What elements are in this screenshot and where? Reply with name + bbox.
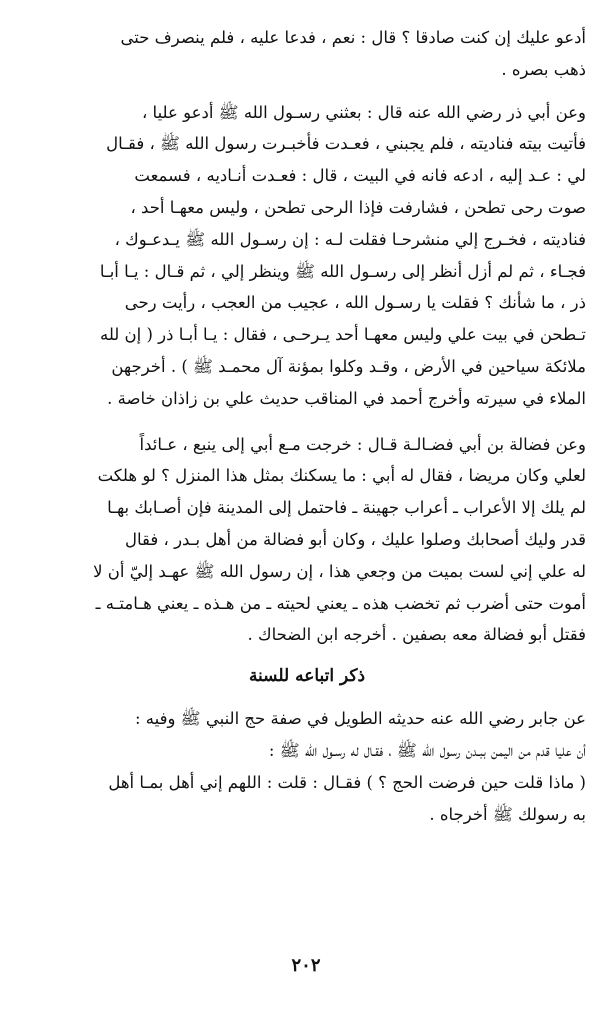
text-line: أن عليا قدم من اليمن ببـدن رسول الله ﷺ ، فقـال له رسـول الله ﷺ : xyxy=(268,740,586,760)
text-line: عن جابر رضي الله عنه حديثه الطويل في صفة حج النبي ﷺ وفيه : xyxy=(134,709,586,729)
text-line: ملائكة سياحين في الأرض ، وقـد وكلوا بمؤنة آل محمـد ﷺ ) . أخرجهن xyxy=(111,356,586,376)
text-line: فجـاء ، ثم لم أزل أنظر إلى رسـول الله ﷺ وينظر إلي ، ثم قـال : يـا أبـا xyxy=(99,261,586,281)
section-heading: ذكر اتباعه للسنة xyxy=(248,666,366,687)
text-line: تـطحن في بيت علي وليس معهـا أحد يـرحـى ، فقال : يـا أبـا ذر ( إن لله xyxy=(99,325,586,345)
text-line: به رسولك ﷺ أخرجاه . xyxy=(429,804,586,824)
text-line: ذر ، ما شأنك ؟ فقلت يا رسـول الله ، عجيب من العجب ، رأيت رحى xyxy=(124,293,586,313)
text-line: أموت حتى أضرب ثم تخضب هذه ـ يعني لحيته ـ من هـذه ـ يعني هـامتـه ـ xyxy=(95,593,586,613)
paragraph-opening xyxy=(28,22,586,86)
text-line: قدر وليك أصحابك وصلوا عليك ، وكان أبو فضالة من أهل بـدر ، فقال xyxy=(125,529,586,549)
text-line: فناديته ، فخـرج إلي منشرحـا فقلت لـه : إن رسـول الله ﷺ يـدعـوك ، xyxy=(114,229,586,249)
text-line: لعلي وكان مريضا ، فقال له أبي : ما يسكنك بمثل هذا المنزل ؟ لو هلكت xyxy=(97,466,586,486)
text-line: الملاء في سيرته وأخرج أحمد في المناقب حديث علي بن زاذان خاصة . xyxy=(107,388,586,408)
text-line: أدعو عليك إن كنت صادقا ؟ قال : نعم ، فدعا عليه ، فلم ينصرف حتى xyxy=(120,28,586,47)
paragraph-abu-dhar xyxy=(28,97,586,415)
text-line: وعن فضالة بن أبي فضـالـة قـال : خرجت مـع أبي إلى ينبع ، عـائداً xyxy=(139,434,586,454)
text-line: لم يلك إلا الأعراب ـ أعراب جهينة ـ فاحتمل إلى المدينة فإن أصـابك بهـا xyxy=(107,498,586,518)
text-line: وعن أبي ذر رضي الله عنه قال : بعثني رسـول الله ﷺ أدعو عليا ، xyxy=(141,102,586,122)
text-line: صوت رحى تطحن ، فشارفت فإذا الرحى تطحن ، وليس معهـا أحد ، xyxy=(130,197,586,217)
paragraph-jabir xyxy=(28,703,586,830)
page-number: ٢٠٢ xyxy=(291,955,321,976)
text-line: ( ماذا قلت حين فرضت الحج ؟ ) فقـال : قلت : اللهم إني أهل بمـا أهل xyxy=(108,772,586,792)
document-page xyxy=(28,22,586,998)
text-line: ذهب بصره . xyxy=(501,59,586,79)
text-line: له علي إني لست بميت من وجعي هذا ، إن رسول الله ﷺ عهـد إليّ أن لا xyxy=(93,561,586,581)
text-line: فأتيت بيته فناديته ، فلم يجبني ، فعـدت فأخبـرت رسول الله ﷺ ، فقـال xyxy=(106,134,586,154)
text-line: لي : عـد إليه ، ادعه فانه في البيت ، قال : فعـدت أنـاديه ، فسمعت xyxy=(134,166,586,186)
paragraph-fadala xyxy=(28,429,586,652)
text-line: فقتل أبو فضالة معه بصفين . أخرجه ابن الضحاك . xyxy=(247,625,586,645)
